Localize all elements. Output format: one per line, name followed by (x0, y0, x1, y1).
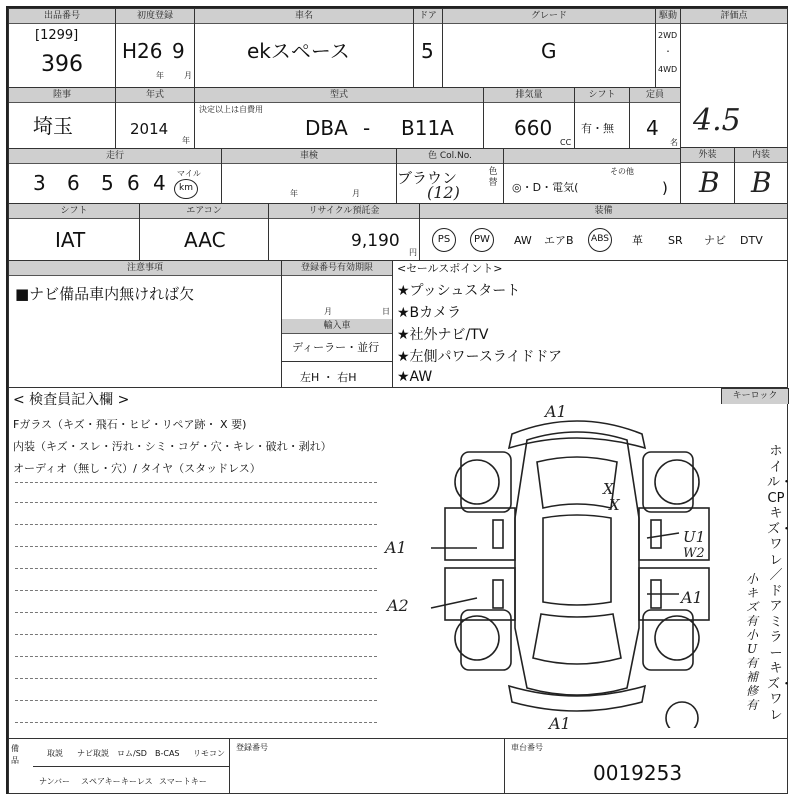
inspect-line: Fガラス（キズ・飛石・ヒビ・リペア跡・ X 要) (13, 418, 247, 431)
chassis-label: 車台番号 (511, 743, 543, 752)
car-name-cell (194, 8, 414, 88)
accessory-box (8, 738, 230, 794)
side-note-hand: 小キズ有 小U有 補修有 (745, 572, 758, 712)
equip-sr: SR (668, 234, 683, 247)
color-header-label: 色 (428, 151, 438, 161)
mileage-digit: 6 (67, 171, 80, 195)
other-color-label: その他 (610, 167, 634, 176)
accessory-label: ロム/SD (117, 749, 147, 758)
front-bumper (509, 421, 645, 448)
roof (543, 515, 611, 605)
pointer-line (431, 598, 477, 608)
model-cell (194, 87, 484, 149)
left-front-window (493, 520, 503, 548)
lot-header: 出品番号 (9, 9, 115, 24)
accessory-label: スペアキー (81, 777, 121, 786)
accessory-divider (33, 766, 229, 767)
inspector-cell (8, 387, 794, 739)
month-label: 月 (184, 71, 192, 80)
fender-rl (461, 610, 511, 670)
yen-label: 円 (409, 248, 417, 257)
spare-tire (666, 702, 698, 728)
notice-cell (8, 260, 282, 388)
sales-point: ★左側パワースライドドア (397, 349, 563, 365)
color-cell (396, 148, 504, 204)
reg-number-label: 登録番号 (236, 743, 268, 752)
year-label: 年 (156, 71, 164, 80)
expiry-month: 月 (324, 307, 332, 316)
recycle-cell (268, 203, 420, 261)
shaken-month-label: 月 (352, 189, 360, 198)
model-prefix: DBA (305, 116, 348, 140)
mileage-mile-label: マイル (177, 169, 201, 178)
sales-point: ★社外ナビ/TV (397, 327, 489, 343)
accessory-label: B-CAS (155, 749, 180, 758)
chassis-cell (504, 738, 788, 794)
rear-bumper (509, 686, 645, 711)
write-line (15, 700, 377, 701)
dealer-option: ディーラー・並行 (292, 341, 380, 354)
sales-point: ★Bカメラ (397, 305, 462, 321)
drive-header: 駆動 (656, 9, 680, 24)
exterior-grade: B (699, 166, 720, 199)
reg-month: 9 (172, 39, 185, 63)
transmission: IAT (55, 228, 86, 252)
aircon: AAC (184, 228, 226, 252)
equip-aw: AW (514, 234, 532, 247)
damage-front: A1 (545, 402, 567, 421)
doors-cell (413, 8, 443, 88)
color-header (397, 149, 503, 164)
equip-leather: 革 (632, 234, 643, 247)
drive-4wd: 4WD (658, 65, 678, 74)
mileage-digit: 3 (33, 171, 46, 195)
shaken-header: 車検 (222, 149, 396, 164)
write-line (15, 722, 377, 723)
score: 4.5 (693, 103, 741, 138)
shaken-cell (221, 148, 397, 204)
x-mark: X (603, 480, 614, 498)
sales-point-header: <セールスポイント> (397, 262, 503, 275)
notice-header: 注意事項 (9, 261, 281, 276)
displacement: 660 (514, 116, 553, 140)
write-line (15, 590, 377, 591)
mileage-header: 走行 (9, 149, 221, 164)
accessory-label: リモコン (193, 749, 225, 758)
location: 埼玉 (33, 114, 73, 138)
sales-point-cell (392, 260, 788, 388)
damage-right-front: U1 (683, 528, 706, 546)
key-lock-header: キーロック (722, 389, 788, 404)
inspector-header: < 検査員記入欄 > (13, 392, 130, 408)
reg-era: H26 (122, 39, 163, 63)
damage-right-front2: W2 (683, 546, 705, 561)
write-line (15, 634, 377, 635)
capacity-cell (629, 87, 681, 149)
exterior-header: 外装 (681, 148, 734, 163)
write-line (15, 656, 377, 657)
equip-pw-circle: PW (470, 228, 494, 252)
model-sep: - (363, 116, 371, 140)
paint-header (504, 149, 680, 164)
model-year-header: 年式 (116, 88, 194, 103)
box-label: 備品 (11, 744, 19, 765)
expiry-day: 日 (382, 307, 390, 316)
expiry-cell (281, 260, 393, 388)
equip-airbag: エアB (544, 234, 574, 247)
x-mark: X (609, 496, 620, 514)
mileage-digit: 4 (153, 171, 166, 195)
location-header: 陸事 (9, 88, 115, 103)
damage-left-rear: A2 (387, 596, 409, 615)
equip-navi: ナビ (704, 234, 726, 247)
accessory-label: スマートキー (159, 777, 207, 786)
location-cell (8, 87, 116, 149)
displacement-header: 排気量 (484, 88, 574, 103)
interior-cell (734, 147, 788, 204)
shift-cell (574, 87, 630, 149)
notice-text: ■ナビ備品車内無ければ欠 (15, 285, 195, 303)
mileage-digit: 6 (127, 171, 140, 195)
accessory-label: ナンバー (39, 777, 71, 786)
left-rear-door (445, 568, 515, 620)
interior-grade: B (751, 166, 772, 199)
drive-cell (655, 8, 681, 88)
damage-left-front: A1 (385, 538, 407, 557)
accessory-label: 取説 (47, 749, 63, 758)
left-front-door (445, 508, 515, 560)
cc-label: CC (560, 138, 572, 147)
color-change-label: 色替 (488, 167, 498, 188)
lot-cell (8, 8, 116, 88)
reg-number-cell (229, 738, 505, 794)
sales-point: ★プッシュスタート (397, 283, 521, 299)
capacity-unit: 名 (670, 138, 678, 147)
recycle-header: リサイクル預託金 (269, 204, 419, 219)
grade: G (541, 39, 557, 63)
exterior-cell (680, 147, 735, 204)
mileage-cell (8, 148, 222, 204)
import-header: 輸入車 (282, 319, 392, 334)
grade-cell (442, 8, 656, 88)
model-code: B11A (401, 116, 454, 140)
drive-2wd: 2WD (658, 31, 678, 40)
aircon-cell (139, 203, 269, 261)
handle-option: 左H ・ 右H (300, 371, 357, 384)
write-line (15, 546, 377, 547)
accessory-label: ナビ取説 (77, 749, 109, 758)
expiry-header: 登録番号有効期限 (282, 261, 392, 276)
transmission-header: シフト (9, 204, 139, 219)
auction-sheet (6, 6, 794, 794)
equipment-header: 装備 (420, 204, 787, 219)
color-code-label: Col.No. (439, 151, 472, 161)
damage-rear: A1 (549, 714, 571, 733)
write-line (15, 612, 377, 613)
paint-close: ) (662, 179, 668, 197)
inspect-line: オーディオ（無し・穴）/ タイヤ（スタッドレス） (13, 462, 261, 475)
score-cell (680, 8, 788, 148)
car-name: ekスペース (247, 39, 350, 63)
side-note: ホイル・CPキズ・ワレ／ドアミラーキズ・ワレ (767, 444, 794, 723)
score-header: 評価点 (681, 9, 787, 24)
write-line (15, 524, 377, 525)
shift-choice: 有・無 (581, 122, 614, 135)
first-reg-cell (115, 8, 195, 88)
model-year: 2014 (130, 120, 169, 138)
write-line (15, 568, 377, 569)
doors: 5 (421, 39, 434, 63)
sales-point: ★AW (397, 369, 433, 385)
color-code-hand: (12) (427, 183, 460, 202)
write-line (15, 502, 377, 503)
equip-abs-circle: ABS (588, 228, 612, 252)
write-line (15, 678, 377, 679)
shaken-year-label: 年 (290, 189, 298, 198)
displacement-cell (483, 87, 575, 149)
model-year-cell (115, 87, 195, 149)
right-front-window (651, 520, 661, 548)
model-year-label: 年 (182, 136, 190, 145)
paint-cell (503, 148, 681, 204)
lot-number: 396 (41, 52, 83, 77)
grade-header: グレード (443, 9, 655, 24)
rear-window (533, 614, 621, 664)
first-reg-header: 初度登録 (116, 9, 194, 24)
accessory-label: キーレス (121, 777, 153, 786)
fender-rr (643, 610, 693, 670)
inspect-line: 内装（キズ・スレ・汚れ・シミ・コゲ・穴・キレ・破れ・剥れ） (13, 440, 332, 453)
aircon-header: エアコン (140, 204, 268, 219)
equip-ps-circle: PS (432, 228, 456, 252)
drive-dot: ・ (664, 47, 672, 56)
capacity: 4 (646, 116, 659, 140)
dealer-divider (282, 361, 392, 362)
capacity-header: 定員 (630, 88, 680, 103)
interior-header: 内装 (735, 148, 787, 163)
paint-types: ◎・D・電気( (512, 181, 579, 194)
model-header: 型式 (195, 88, 483, 103)
transmission-cell (8, 203, 140, 261)
left-rear-window (493, 580, 503, 608)
recycle-fee: 9,190 (351, 231, 400, 251)
write-line (15, 482, 377, 483)
equipment-cell (419, 203, 788, 261)
mileage-digit: 5 (101, 171, 114, 195)
chassis-number: 0019253 (593, 761, 683, 785)
car-name-header: 車名 (195, 9, 413, 24)
lot-prefix: [1299] (35, 28, 79, 43)
equip-dtv: DTV (740, 234, 763, 247)
damage-right-rear: A1 (681, 588, 703, 607)
doors-header: ドア (414, 9, 442, 24)
color: ブラウン (397, 169, 458, 187)
model-sub-note: 決定以上は自費用 (199, 105, 263, 114)
mileage-km-circle: km (174, 179, 198, 199)
shift-header: シフト (575, 88, 629, 103)
